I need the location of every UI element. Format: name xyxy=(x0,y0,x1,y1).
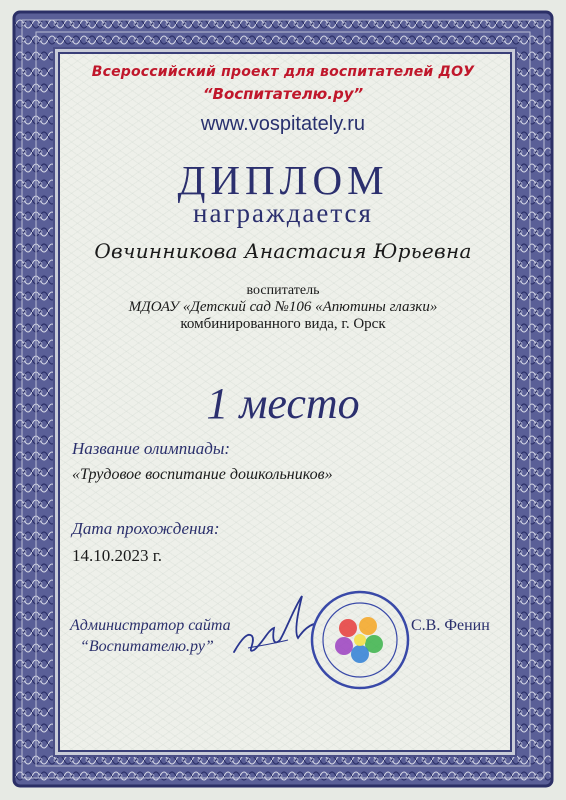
admin-site: “Воспитателю.ру” xyxy=(80,638,214,655)
date-label: Дата прохождения: xyxy=(72,519,220,538)
olympiad-value: «Трудовое воспитание дошкольников» xyxy=(72,466,333,483)
signer-name: С.В. Фенин xyxy=(411,617,490,634)
site-url[interactable]: www.vospitately.ru xyxy=(200,113,366,135)
recipient-name: Овчинникова Анастасия Юрьевна xyxy=(94,239,472,263)
seal-stamp xyxy=(308,588,412,692)
olympiad-label: Название олимпиады: xyxy=(72,439,231,458)
signature-icon xyxy=(228,590,318,670)
date-value: 14.10.2023 г. xyxy=(72,546,163,565)
admin-title: Администратор сайта xyxy=(70,617,231,634)
place-award: 1 место xyxy=(206,379,360,428)
organization-line-1: МДОАУ «Детский сад №106 «Апютины глазки» xyxy=(128,299,438,315)
handprints-icon xyxy=(335,617,383,663)
organization-line-2: комбинированного вида, г. Орск xyxy=(180,316,386,332)
diploma-title: ДИПЛОМ xyxy=(177,157,389,203)
diploma-subtitle: награждается xyxy=(193,198,373,228)
project-line: Всероссийский проект для воспитателей ДОУ xyxy=(91,64,475,80)
recipient-position: воспитатель xyxy=(246,283,320,298)
site-name: “Воспитателю.ру” xyxy=(202,85,364,103)
